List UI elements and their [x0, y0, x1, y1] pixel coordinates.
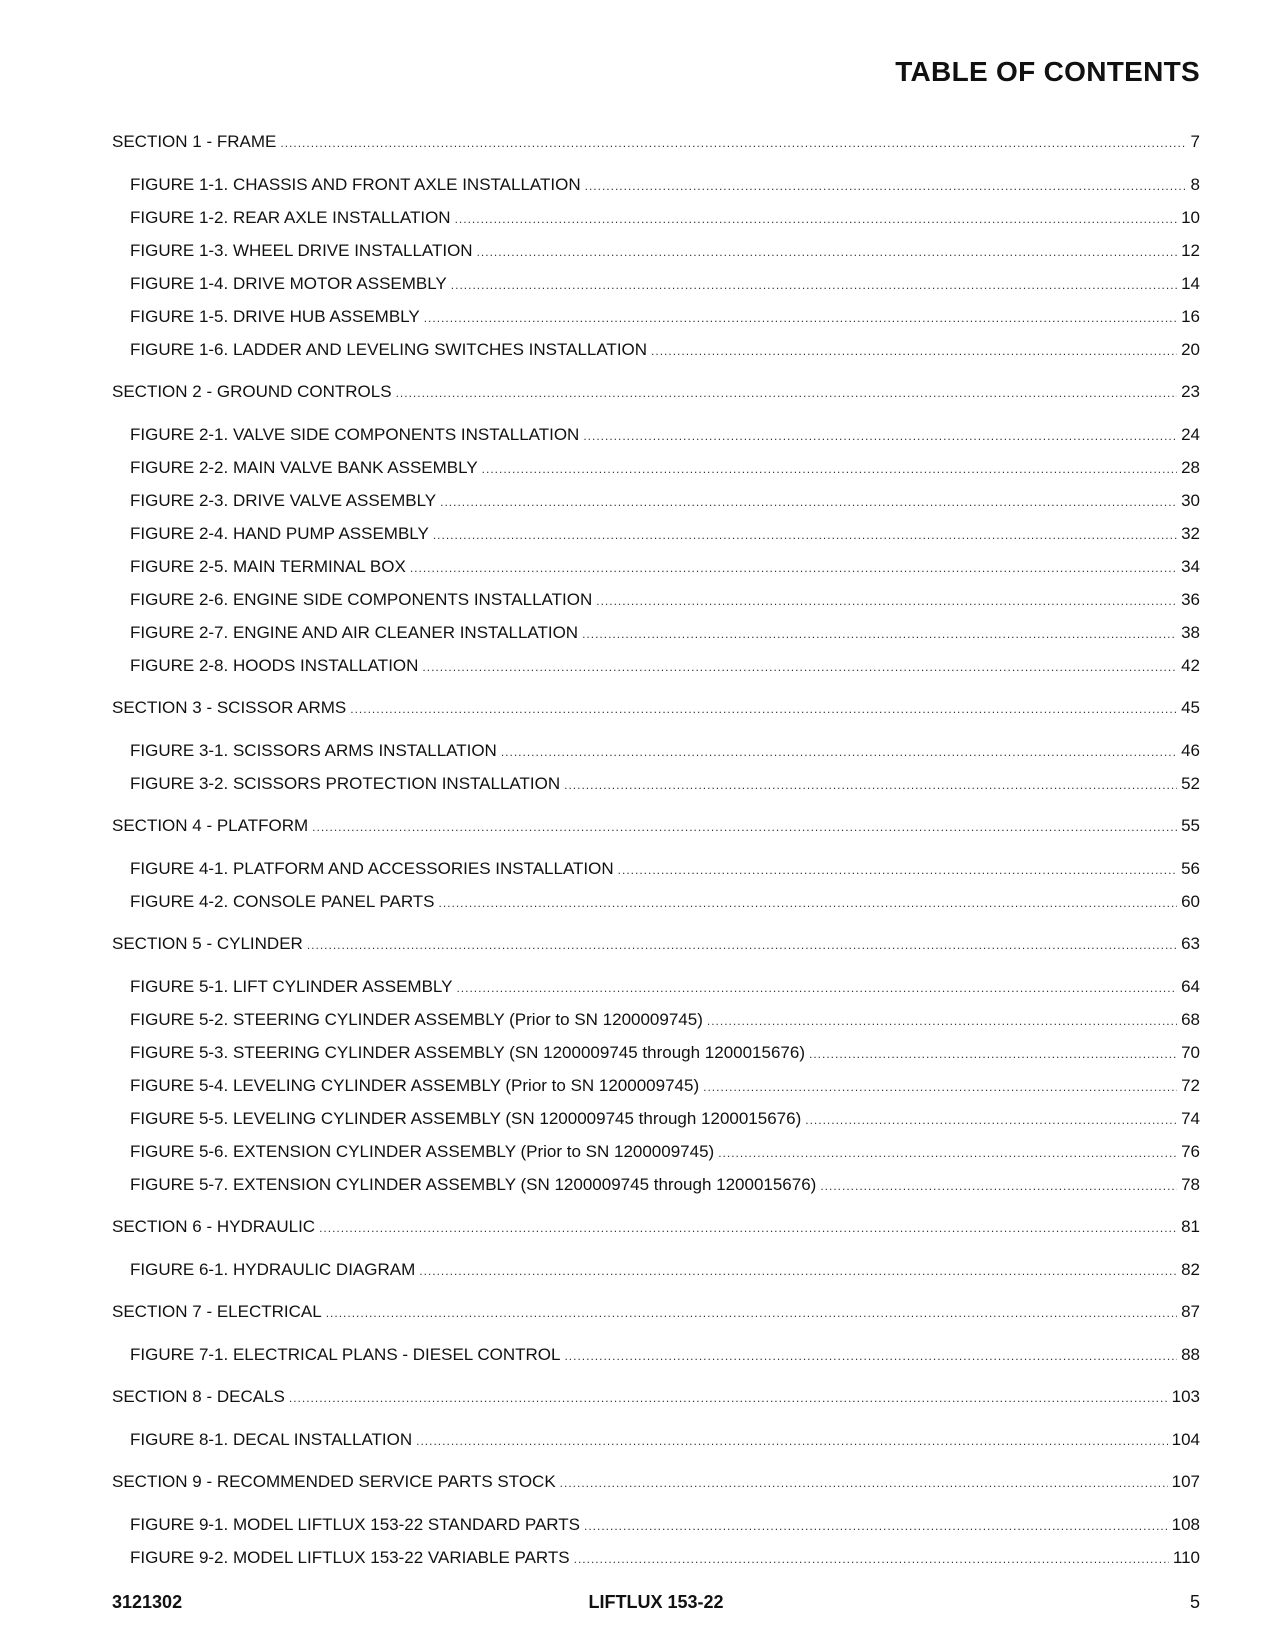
toc-section-entry[interactable] [112, 1387, 1200, 1408]
toc-entry-title: SECTION 2 - GROUND CONTROLS [112, 382, 392, 401]
toc-figure-entry[interactable] [112, 1043, 1200, 1064]
dot-leader [584, 1516, 1168, 1536]
dot-leader [419, 1261, 1177, 1281]
toc-entry-title: FIGURE 9-2. MODEL LIFTLUX 153-22 VARIABLE PARTS [130, 1548, 570, 1567]
toc-entry-page: 107 [1171, 1472, 1200, 1491]
toc-entry-page: 88 [1181, 1345, 1200, 1364]
dot-leader [560, 1473, 1168, 1493]
dot-leader [416, 1431, 1167, 1451]
toc-section-entry[interactable] [112, 1217, 1200, 1238]
toc-entry-page: 46 [1181, 741, 1200, 760]
dot-leader [585, 176, 1187, 196]
toc-figure-entry[interactable] [112, 340, 1200, 361]
toc-entry-page: 63 [1181, 934, 1200, 953]
toc-figure-entry[interactable] [112, 1076, 1200, 1097]
dot-leader [707, 1011, 1177, 1031]
toc-figure-entry[interactable] [112, 1142, 1200, 1163]
dot-leader [482, 459, 1177, 479]
toc-section-entry[interactable] [112, 698, 1200, 719]
toc-entry-page: 103 [1171, 1387, 1200, 1406]
dot-leader [809, 1044, 1177, 1064]
page-title: TABLE OF CONTENTS [895, 56, 1200, 87]
toc-entry-page: 30 [1181, 491, 1200, 510]
toc-section-entry[interactable] [112, 1472, 1200, 1493]
toc-entry-title: FIGURE 1-4. DRIVE MOTOR ASSEMBLY [130, 274, 447, 293]
toc-entry-page: 42 [1181, 656, 1200, 675]
toc-entry-title: SECTION 1 - FRAME [112, 132, 277, 151]
toc-section-entry[interactable] [112, 934, 1200, 955]
toc-entry-page: 34 [1181, 557, 1200, 576]
dot-leader [289, 1388, 1168, 1408]
toc-entry-title: FIGURE 4-1. PLATFORM AND ACCESSORIES INSTALLATION [130, 859, 614, 878]
dot-leader [424, 308, 1177, 328]
toc-entry-page: 68 [1181, 1010, 1200, 1029]
toc-entry-page: 28 [1181, 458, 1200, 477]
toc-entry-title: FIGURE 2-1. VALVE SIDE COMPONENTS INSTALLATION [130, 425, 580, 444]
toc-entry-title: FIGURE 2-7. ENGINE AND AIR CLEANER INSTALLATION [130, 623, 579, 642]
toc-entry-page: 64 [1181, 977, 1200, 996]
toc-figure-entry[interactable] [112, 208, 1200, 229]
toc-figure-entry[interactable] [112, 774, 1200, 795]
toc-figure-entry[interactable] [112, 524, 1200, 545]
toc-entry-page: 76 [1181, 1142, 1200, 1161]
toc-figure-entry[interactable] [112, 274, 1200, 295]
toc-entry-page: 36 [1181, 590, 1200, 609]
toc-figure-entry[interactable] [112, 175, 1200, 196]
dot-leader [396, 383, 1177, 403]
toc-entry-title: FIGURE 1-6. LADDER AND LEVELING SWITCHES INSTALLATION [130, 340, 648, 359]
toc-entry-title: FIGURE 3-2. SCISSORS PROTECTION INSTALLATION [130, 774, 561, 793]
footer-doc-number: 3121302 [112, 1592, 183, 1612]
toc-figure-entry[interactable] [112, 1109, 1200, 1130]
toc-entry-title: FIGURE 5-2. STEERING CYLINDER ASSEMBLY (Prior to SN 1200009745) [130, 1010, 703, 1029]
toc-figure-entry[interactable] [112, 892, 1200, 913]
toc-entry-page: 78 [1181, 1175, 1200, 1194]
dot-leader [451, 275, 1177, 295]
toc-entry-title: SECTION 7 - ELECTRICAL [112, 1302, 322, 1321]
toc-figure-entry[interactable] [112, 425, 1200, 446]
dot-leader [350, 699, 1177, 719]
toc-entry-title: SECTION 9 - RECOMMENDED SERVICE PARTS STOCK [112, 1472, 556, 1491]
toc-figure-entry[interactable] [112, 623, 1200, 644]
footer-page-number: 5 [1189, 1592, 1200, 1612]
toc-entry-title: FIGURE 2-4. HAND PUMP ASSEMBLY [130, 524, 429, 543]
toc-entry-title: FIGURE 5-1. LIFT CYLINDER ASSEMBLY [130, 977, 453, 996]
toc-figure-entry[interactable] [112, 307, 1200, 328]
dot-leader [410, 558, 1177, 578]
toc-entry-page: 20 [1181, 340, 1200, 359]
toc-entry-title: FIGURE 5-5. LEVELING CYLINDER ASSEMBLY (SN 1200009745 through 1200015676) [130, 1109, 802, 1128]
toc-entry-page: 8 [1190, 175, 1200, 194]
dot-leader [564, 775, 1177, 795]
toc-figure-entry[interactable] [112, 1548, 1200, 1569]
dot-leader [439, 893, 1178, 913]
toc-entry-title: FIGURE 1-3. WHEEL DRIVE INSTALLATION [130, 241, 473, 260]
toc-figure-entry[interactable] [112, 977, 1200, 998]
toc-entry-page: 72 [1181, 1076, 1200, 1095]
toc-entry-title: FIGURE 2-3. DRIVE VALVE ASSEMBLY [130, 491, 437, 510]
toc-entry-title: FIGURE 5-3. STEERING CYLINDER ASSEMBLY (SN 1200009745 through 1200015676) [130, 1043, 805, 1062]
toc-entry-page: 45 [1181, 698, 1200, 717]
toc-entry-page: 24 [1181, 425, 1200, 444]
footer-model: LIFTLUX 153-22 [588, 1592, 724, 1612]
toc-entry-page: 82 [1181, 1260, 1200, 1279]
toc-entry-title: FIGURE 2-8. HOODS INSTALLATION [130, 656, 419, 675]
dot-leader [477, 242, 1177, 262]
toc-entry-page: 32 [1181, 524, 1200, 543]
toc-entry-page: 104 [1171, 1430, 1200, 1449]
dot-leader [805, 1110, 1177, 1130]
dot-leader [820, 1176, 1177, 1196]
toc-entry-page: 10 [1181, 208, 1200, 227]
dot-leader [703, 1077, 1177, 1097]
toc-entry-title: SECTION 5 - CYLINDER [112, 934, 303, 953]
toc-figure-entry[interactable] [112, 1175, 1200, 1196]
toc-entry-page: 74 [1181, 1109, 1200, 1128]
toc-figure-entry[interactable] [112, 1260, 1200, 1281]
toc-entry-title: SECTION 3 - SCISSOR ARMS [112, 698, 347, 717]
page-footer [112, 1592, 1200, 1616]
toc-section-entry[interactable] [112, 1302, 1200, 1323]
toc-entry-title: FIGURE 4-2. CONSOLE PANEL PARTS [130, 892, 435, 911]
toc-entry-title: FIGURE 9-1. MODEL LIFTLUX 153-22 STANDARD PARTS [130, 1515, 580, 1534]
toc-entry-title: FIGURE 2-2. MAIN VALVE BANK ASSEMBLY [130, 458, 478, 477]
toc-entry-title: FIGURE 1-5. DRIVE HUB ASSEMBLY [130, 307, 420, 326]
toc-entry-page: 12 [1181, 241, 1200, 260]
dot-leader [583, 426, 1177, 446]
dot-leader [307, 935, 1177, 955]
toc-entry-title: SECTION 4 - PLATFORM [112, 816, 309, 835]
toc-figure-entry[interactable] [112, 241, 1200, 262]
dot-leader [433, 525, 1177, 545]
toc-entry-title: FIGURE 1-1. CHASSIS AND FRONT AXLE INSTALLATION [130, 175, 581, 194]
toc-figure-entry[interactable] [112, 656, 1200, 677]
toc-entry-page: 70 [1181, 1043, 1200, 1062]
toc-entry-page: 38 [1181, 623, 1200, 642]
toc-figure-entry[interactable] [112, 1515, 1200, 1536]
toc-entry-title: FIGURE 2-6. ENGINE SIDE COMPONENTS INSTALLATION [130, 590, 593, 609]
dot-leader [718, 1143, 1177, 1163]
toc-figure-entry[interactable] [112, 557, 1200, 578]
toc-entry-title: FIGURE 2-5. MAIN TERMINAL BOX [130, 557, 406, 576]
dot-leader [456, 978, 1177, 998]
dot-leader [422, 657, 1177, 677]
dot-leader [280, 133, 1186, 153]
toc-entry-title: FIGURE 3-1. SCISSORS ARMS INSTALLATION [130, 741, 497, 760]
dot-leader [312, 817, 1177, 837]
toc-entry-page: 52 [1181, 774, 1200, 793]
toc-entry-title: FIGURE 5-7. EXTENSION CYLINDER ASSEMBLY (SN 1200009745 through 1200015676) [130, 1175, 817, 1194]
dot-leader [651, 341, 1177, 361]
toc-entry-title: SECTION 8 - DECALS [112, 1387, 285, 1406]
toc-entry-page: 87 [1181, 1302, 1200, 1321]
toc-entry-title: FIGURE 5-6. EXTENSION CYLINDER ASSEMBLY (Prior to SN 1200009745) [130, 1142, 715, 1161]
toc-entry-page: 16 [1181, 307, 1200, 326]
toc-entry-page: 110 [1172, 1548, 1200, 1567]
toc-section-entry[interactable] [112, 382, 1200, 403]
toc-section-entry[interactable] [112, 132, 1200, 153]
dot-leader [440, 492, 1177, 512]
toc-entry-page: 56 [1181, 859, 1200, 878]
toc-figure-entry[interactable] [112, 1010, 1200, 1031]
toc-figure-entry[interactable] [112, 491, 1200, 512]
dot-leader [574, 1549, 1169, 1569]
dot-leader [582, 624, 1177, 644]
toc-figure-entry[interactable] [112, 590, 1200, 611]
dot-leader [596, 591, 1177, 611]
dot-leader [319, 1218, 1177, 1238]
toc-figure-entry[interactable] [112, 1430, 1200, 1451]
toc-figure-entry[interactable] [112, 741, 1200, 762]
toc-entry-title: FIGURE 1-2. REAR AXLE INSTALLATION [130, 208, 451, 227]
toc-entry-page: 7 [1190, 132, 1200, 151]
toc-entry-page: 81 [1181, 1217, 1200, 1236]
toc-entry-page: 23 [1181, 382, 1200, 401]
toc-entry-title: FIGURE 7-1. ELECTRICAL PLANS - DIESEL CONTROL [130, 1345, 561, 1364]
dot-leader [326, 1303, 1177, 1323]
toc-figure-entry[interactable] [112, 859, 1200, 880]
toc-entry-page: 55 [1181, 816, 1200, 835]
toc-figure-entry[interactable] [112, 458, 1200, 479]
toc-entry-title: FIGURE 5-4. LEVELING CYLINDER ASSEMBLY (Prior to SN 1200009745) [130, 1076, 700, 1095]
toc-entry-page: 108 [1171, 1515, 1200, 1534]
toc-entry-title: FIGURE 8-1. DECAL INSTALLATION [130, 1430, 413, 1449]
toc-entry-page: 60 [1181, 892, 1200, 911]
toc-figure-entry[interactable] [112, 1345, 1200, 1366]
table-of-contents [112, 132, 1200, 1569]
dot-leader [455, 209, 1178, 229]
dot-leader [501, 742, 1177, 762]
dot-leader [618, 860, 1177, 880]
dot-leader [564, 1346, 1177, 1366]
toc-entry-title: SECTION 6 - HYDRAULIC [112, 1217, 316, 1236]
toc-entry-title: FIGURE 6-1. HYDRAULIC DIAGRAM [130, 1260, 416, 1279]
toc-section-entry[interactable] [112, 816, 1200, 837]
toc-entry-page: 14 [1181, 274, 1200, 293]
